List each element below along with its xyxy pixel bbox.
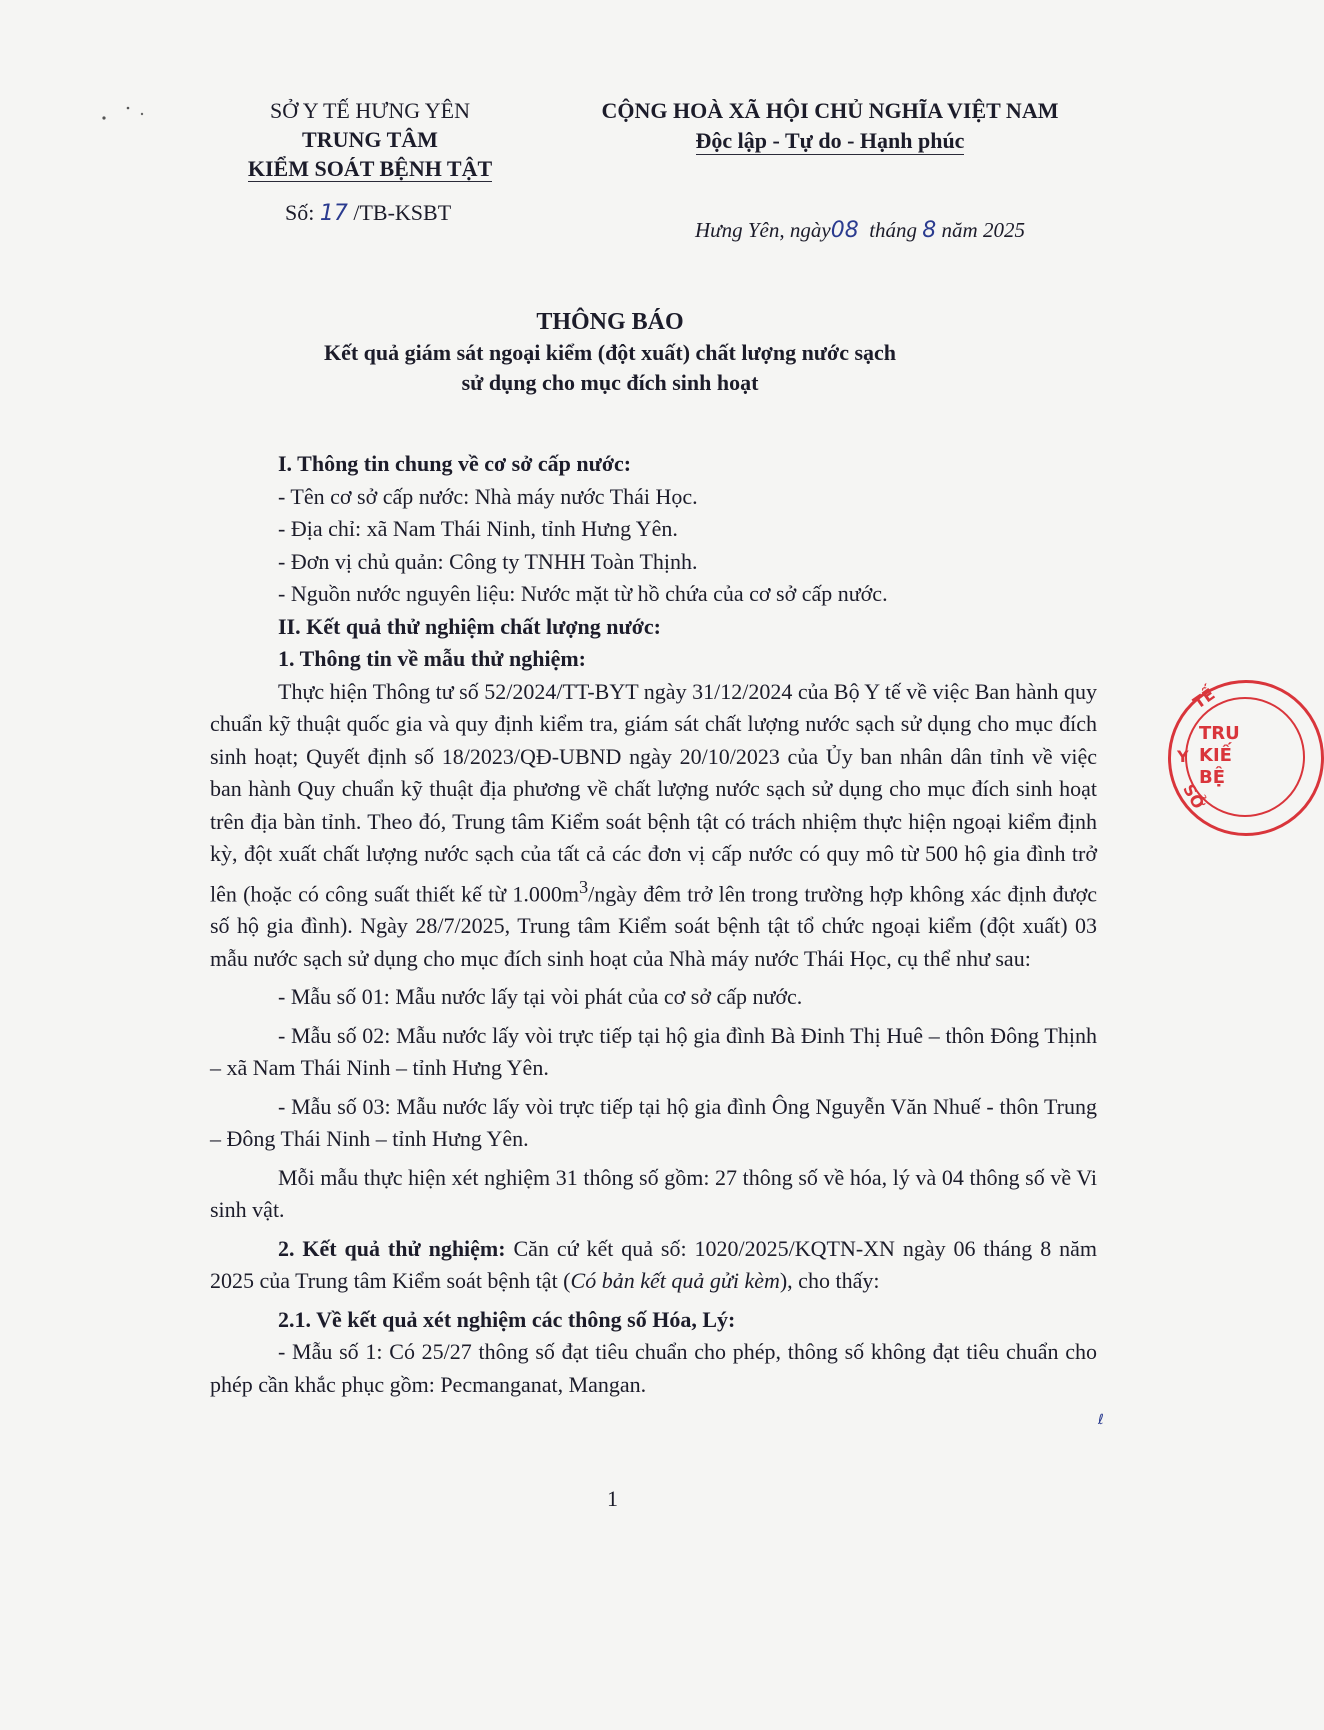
doc-no-handwritten: 17: [319, 201, 348, 226]
section1-heading: I. Thông tin chung về cơ sở cấp nước:: [278, 451, 632, 476]
result-sample-1: - Mẫu số 1: Có 25/27 thông số đạt tiêu chuẩn cho phép, thông số không đạt tiêu chuẩn cho phép cần khắc phục gồm: Pecmanganat, Mangan.: [210, 1339, 1097, 1397]
sub2-text-a: Căn cứ kết quả số: 1020/2025/KQTN-XN ngày 06 tháng 8 năm 2025 của Trung tâm Kiểm soát bệnh tật (: [210, 1235, 1098, 1294]
doc-no-prefix: Số:: [285, 200, 315, 225]
stamp-line1: TRU: [1199, 723, 1240, 744]
stamp-line3: BỆ: [1199, 767, 1226, 788]
country-name: CỘNG HOÀ XÃ HỘI CHỦ NGHĨA VIỆT NAM: [601, 98, 1059, 123]
stamp-line2: KIẾ: [1199, 745, 1232, 766]
doc-no-suffix: /TB-KSBT: [353, 200, 452, 225]
sub1-heading: 1. Thông tin về mẫu thử nghiệm:: [278, 646, 587, 671]
issuer-org-line2: KIỂM SOÁT BỆNH TẬT: [247, 156, 493, 181]
initial-mark: ℓ: [1098, 1412, 1104, 1428]
parameters-paragraph: Mỗi mẫu thực hiện xét nghiệm 31 thông số gồm: 27 thông số về hóa, lý và 04 thông số về Vi sinh vật.: [210, 1164, 1097, 1223]
national-motto: Độc lập - Tự do - Hạnh phúc: [695, 128, 965, 153]
legal-basis-paragraph: [210, 676, 1097, 976]
sample-1: - Mẫu số 01: Mẫu nước lấy tại vòi phát của cơ sở cấp nước.: [278, 984, 803, 1010]
facility-owner: - Đơn vị chủ quản: Công ty TNHH Toàn Thịnh.: [278, 548, 698, 574]
date-day: 08: [830, 218, 859, 243]
facility-address: - Địa chỉ: xã Nam Thái Ninh, tỉnh Hưng Yên.: [278, 516, 678, 541]
facility-name: - Tên cơ sở cấp nước: Nhà máy nước Thái Học.: [278, 483, 698, 509]
date-year: năm 2025: [941, 218, 1025, 242]
issuer-org-line1: TRUNG TÂM: [302, 127, 438, 152]
scan-speckle-icon: [98, 104, 158, 128]
legal-basis-text-b: /ngày đêm trở lên trong trường hợp không xác định được số hộ gia đình). Ngày 28/7/2025, Trung tâm Kiểm soát bệnh tật tổ chức ngoại kiểm (đột xuất) 03 mẫu nước sạch sử dụng cho mục đích sinh hoạt của Nhà máy nước Thái Học, cụ thể như sau:: [210, 880, 1097, 971]
water-source: - Nguồn nước nguyên liệu: Nước mặt từ hồ chứa của cơ sở cấp nước.: [278, 581, 888, 606]
date-month: 8: [922, 218, 937, 243]
official-stamp: [1168, 680, 1324, 836]
sub2-text-italic: Có bản kết quả gửi kèm: [570, 1268, 780, 1294]
section2-heading: II. Kết quả thử nghiệm chất lượng nước:: [278, 613, 662, 639]
issuer-block: [220, 96, 520, 183]
sample-2: - Mẫu số 02: Mẫu nước lấy vòi trực tiếp tại hộ gia đình Bà Đinh Thị Huê – thôn Đông Thịnh – xã Nam Thái Ninh – tỉnh Hưng Yên.: [210, 1022, 1097, 1081]
sub2-text-b: ), cho thấy:: [779, 1268, 880, 1294]
document-body: [210, 448, 1097, 1401]
date-place: Hưng Yên, ngày: [695, 218, 831, 242]
legal-basis-text-a: Thực hiện Thông tư số 52/2024/TT-BYT ngày 31/12/2024 của Bộ Y tế về việc Ban hành quy chuẩn kỹ thuật quốc gia và quy định kiểm tra, giám sát chất lượng nước sạch sử dụng cho mục đích sinh hoạt; Quyết định số 18/2023/QĐ-UBND ngày 20/10/2023 của Ủy ban nhân dân tỉnh về việc ban hành Quy chuẩn kỹ thuật địa phương về chất lượng nước sạch sử dụng cho mục đích sinh hoạt trên địa bàn tỉnh. Theo đó, Trung tâm Kiểm soát bệnh tật có trách nhiệm thực hiện ngoại kiểm định kỳ, đột xuất chất lượng nước sạch của tất cả các đơn vị cấp nước có quy mô từ 500 hộ gia đình trở lên (hoặc có công suất thiết kế từ 1.000m: [210, 678, 1097, 906]
test-results-paragraph: [210, 1233, 1097, 1298]
issuer-dept: SỞ Y TẾ HƯNG YÊN: [270, 98, 470, 123]
title-line1: Kết quả giám sát ngoại kiểm (đột xuất) chất lượng nước sạch: [323, 340, 897, 365]
document-title: [180, 306, 1040, 398]
stamp-arc-top: TẾ: [1189, 684, 1219, 713]
title-line2: sử dụng cho mục đích sinh hoạt: [461, 370, 759, 395]
date-month-label: tháng: [869, 218, 918, 242]
national-header: [575, 96, 1085, 156]
sub2-heading: 2. Kết quả thử nghiệm:: [278, 1235, 506, 1261]
stamp-arc-bottom: SỞ: [1179, 780, 1209, 813]
document-number: [285, 200, 451, 226]
legal-basis-sup: 3: [578, 876, 589, 897]
sub21-heading: 2.1. Về kết quả xét nghiệm các thông số Hóa, Lý:: [278, 1306, 736, 1332]
title-main: THÔNG BÁO: [536, 309, 684, 335]
page-number: 1: [607, 1486, 618, 1511]
issue-date: [695, 218, 1025, 243]
sample-3: - Mẫu số 03: Mẫu nước lấy vòi trực tiếp tại hộ gia đình Ông Nguyễn Văn Nhuế - thôn Trung – Đông Thái Ninh – tỉnh Hưng Yên.: [210, 1093, 1097, 1152]
stamp-arc-left: Y: [1177, 747, 1189, 766]
stamp-text: [1199, 723, 1240, 789]
